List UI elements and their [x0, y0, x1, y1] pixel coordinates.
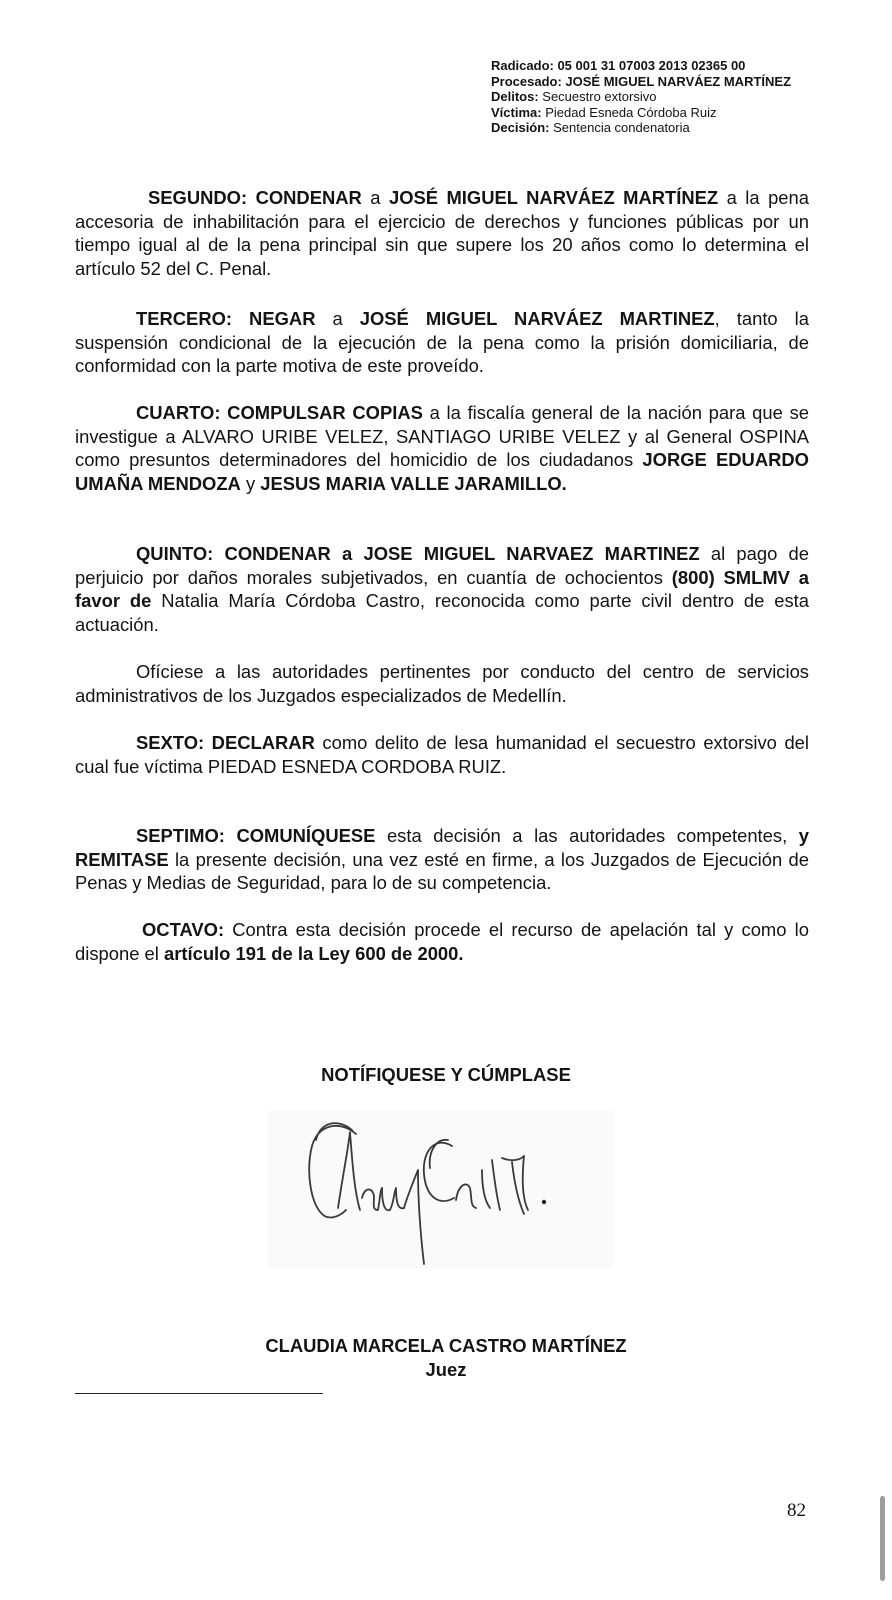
radicado-line: Radicado: 05 001 31 07003 2013 02365 00: [491, 58, 746, 73]
handwritten-signature: [268, 1110, 613, 1268]
footer-rule: [75, 1393, 323, 1394]
signatory-role: Juez: [425, 1359, 467, 1380]
segundo-paragraph: SEGUNDO: CONDENAR a JOSÉ MIGUEL NARVÁEZ MARTÍNEZ a la pena accesoria de inhabilitación para el ejercicio de derechos y funciones públicas por un tiempo igual al de la pena principal sin que supere los 20 años como lo determina el artículo 52 del C. Penal.: [75, 187, 809, 279]
decision-line: Decisión: Sentencia condenatoria: [491, 120, 690, 136]
page-number: 82: [787, 1500, 806, 1521]
cuarto-paragraph: CUARTO: COMPULSAR COPIAS a la fiscalía general de la nación para que se investigue a ALVARO URIBE VELEZ, SANTIAGO URIBE VELEZ y al General OSPINA como presuntos determinadores del homicidio de los ciudadanos JORGE EDUARDO UMAÑA MENDOZA y JESUS MARIA VALLE JARAMILLO.: [75, 402, 809, 494]
quinto-paragraph: QUINTO: CONDENAR a JOSE MIGUEL NARVAEZ MARTINEZ al pago de perjuicio por daños morales subjetivados, en cuantía de ochocientos (800) SMLMV a favor de Natalia María Córdoba Castro, reconocida como parte civil dentro de esta actuación.: [75, 543, 809, 635]
septimo-paragraph: SEPTIMO: COMUNÍQUESE esta decisión a las autoridades competentes, y REMITASE la presente decisión, una vez esté en firme, a los Juzgados de Ejecución de Penas y Medias de Seguridad, para lo de su competencia.: [75, 825, 809, 894]
signatory-name: CLAUDIA MARCELA CASTRO MARTÍNEZ: [265, 1335, 627, 1356]
octavo-paragraph: OCTAVO: Contra esta decisión procede el recurso de apelación tal y como lo dispone el artículo 191 de la Ley 600 de 2000.: [75, 919, 809, 964]
delitos-line: Delitos: Secuestro extorsivo: [491, 89, 657, 105]
case-header: [491, 58, 791, 136]
victima-line: Víctima: Piedad Esneda Córdoba Ruiz: [491, 104, 717, 120]
procesado-line: Procesado: JOSÉ MIGUEL NARVÁEZ MARTÍNEZ: [491, 73, 792, 89]
signature-icon: [268, 1110, 613, 1268]
closing-heading: NOTÍFIQUESE Y CÚMPLASE: [321, 1064, 571, 1085]
sexto-paragraph: SEXTO: DECLARAR como delito de lesa humanidad el secuestro extorsivo del cual fue víctima PIEDAD ESNEDA CORDOBA RUIZ.: [75, 732, 809, 777]
tercero-paragraph: TERCERO: NEGAR a JOSÉ MIGUEL NARVÁEZ MARTINEZ, tanto la suspensión condicional de la ejecución de la pena como la prisión domiciliaria, de conformidad con la parte motiva de este proveído.: [75, 308, 809, 377]
oficiese-paragraph: Ofíciese a las autoridades pertinentes por conducto del centro de servicios administrativos de los Juzgados especializados de Medellín.: [75, 661, 809, 706]
scrollbar-thumb[interactable]: [880, 1496, 885, 1581]
